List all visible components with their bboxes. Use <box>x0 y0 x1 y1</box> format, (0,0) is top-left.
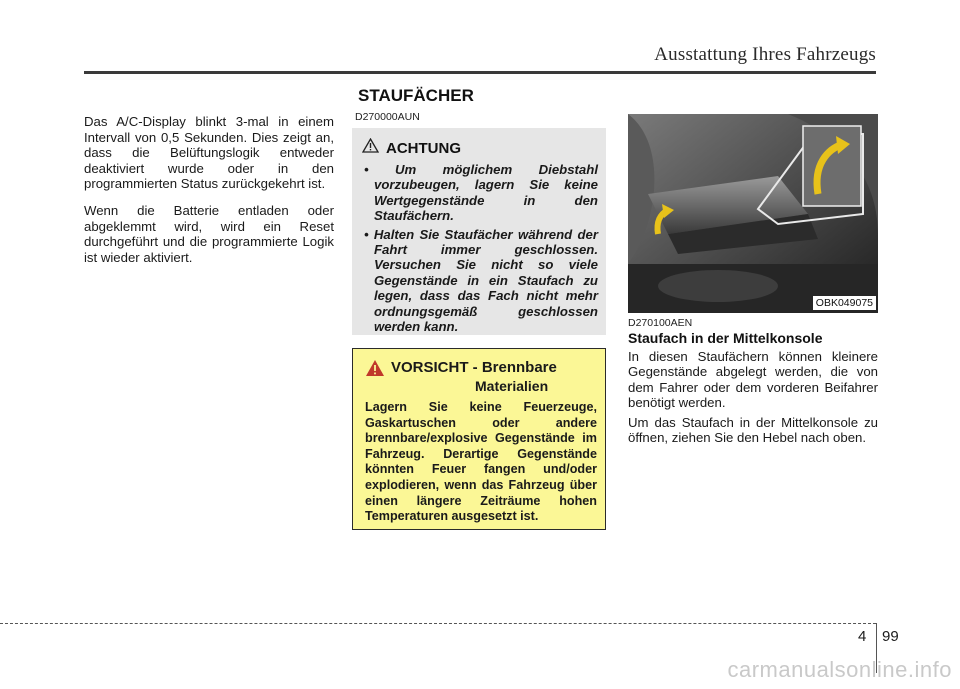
subsection-code: D270100AEN <box>628 317 693 329</box>
vorsicht-title: VORSICHT - Brennbare <box>391 359 557 376</box>
header-title: Ausstattung Ihres Fahrzeugs <box>654 44 876 65</box>
vorsicht-body: Lagern Sie keine Feuerzeuge, Gaskartuschen oder andere brennbare/explosive Gegenstände im Fahrzeug. Derartige Gegenstände könnten Feuer fangen und/oder explodieren, wenn das Fahrzeug über einen längere Zeiträume hohen Temperaturen ausgesetzt ist. <box>365 400 597 524</box>
section-title: STAUFÄCHER <box>358 86 474 105</box>
warning-outline-icon <box>362 138 379 158</box>
achtung-item: • Halten Sie Staufächer während der Fahrt immer geschlossen. Versuchen Sie nicht so viele Gegenstände in ein Staufach zu legen, dass das Fach nicht mehr ordnungsgemäß geschlossen werden kann. <box>364 226 598 335</box>
left-paragraph-1: Das A/C-Display blinkt 3-mal in einem Intervall von 0,5 Sekunden. Dies zeigt an, dass die Belüftungslogik entweder deaktiviert wurde oder in den programmierten Status zurückgekehrt ist. <box>84 114 334 192</box>
photo-label: OBK049075 <box>813 296 876 310</box>
warning-filled-icon <box>365 359 385 382</box>
footer-rule <box>0 623 876 624</box>
console-photo <box>628 114 878 313</box>
watermark: carmanualsonline.info <box>727 657 952 682</box>
left-column <box>84 114 334 276</box>
vorsicht-subtitle: Materialien <box>475 378 549 394</box>
right-paragraph-1: In diesen Staufächern können kleinere Gegenstände abgelegt werden, die von dem Fahrer oder dem vorderen Beifahrer benötigt werden. <box>628 349 878 411</box>
left-paragraph-2: Wenn die Batterie entladen oder abgeklemmt wird, wird ein Reset durchgeführt und die programmierte Logik ist wieder aktiviert. <box>84 202 334 265</box>
right-column <box>628 349 878 449</box>
achtung-box <box>352 128 606 335</box>
achtung-title: ACHTUNG <box>386 139 461 157</box>
page-number: 99 <box>882 628 899 645</box>
header-rule <box>84 71 876 74</box>
subsection-title: Staufach in der Mittelkonsole <box>628 330 823 346</box>
right-paragraph-2: Um das Staufach in der Mittelkonsole zu öffnen, ziehen Sie den Hebel nach oben. <box>628 414 878 446</box>
section-code: D270000AUN <box>355 111 420 123</box>
chapter-number: 4 <box>858 628 867 645</box>
vorsicht-box <box>352 348 606 530</box>
achtung-item: • Um möglichem Diebstahl vorzubeugen, lagern Sie keine Wertgegenstände in den Staufächern. <box>364 162 598 224</box>
